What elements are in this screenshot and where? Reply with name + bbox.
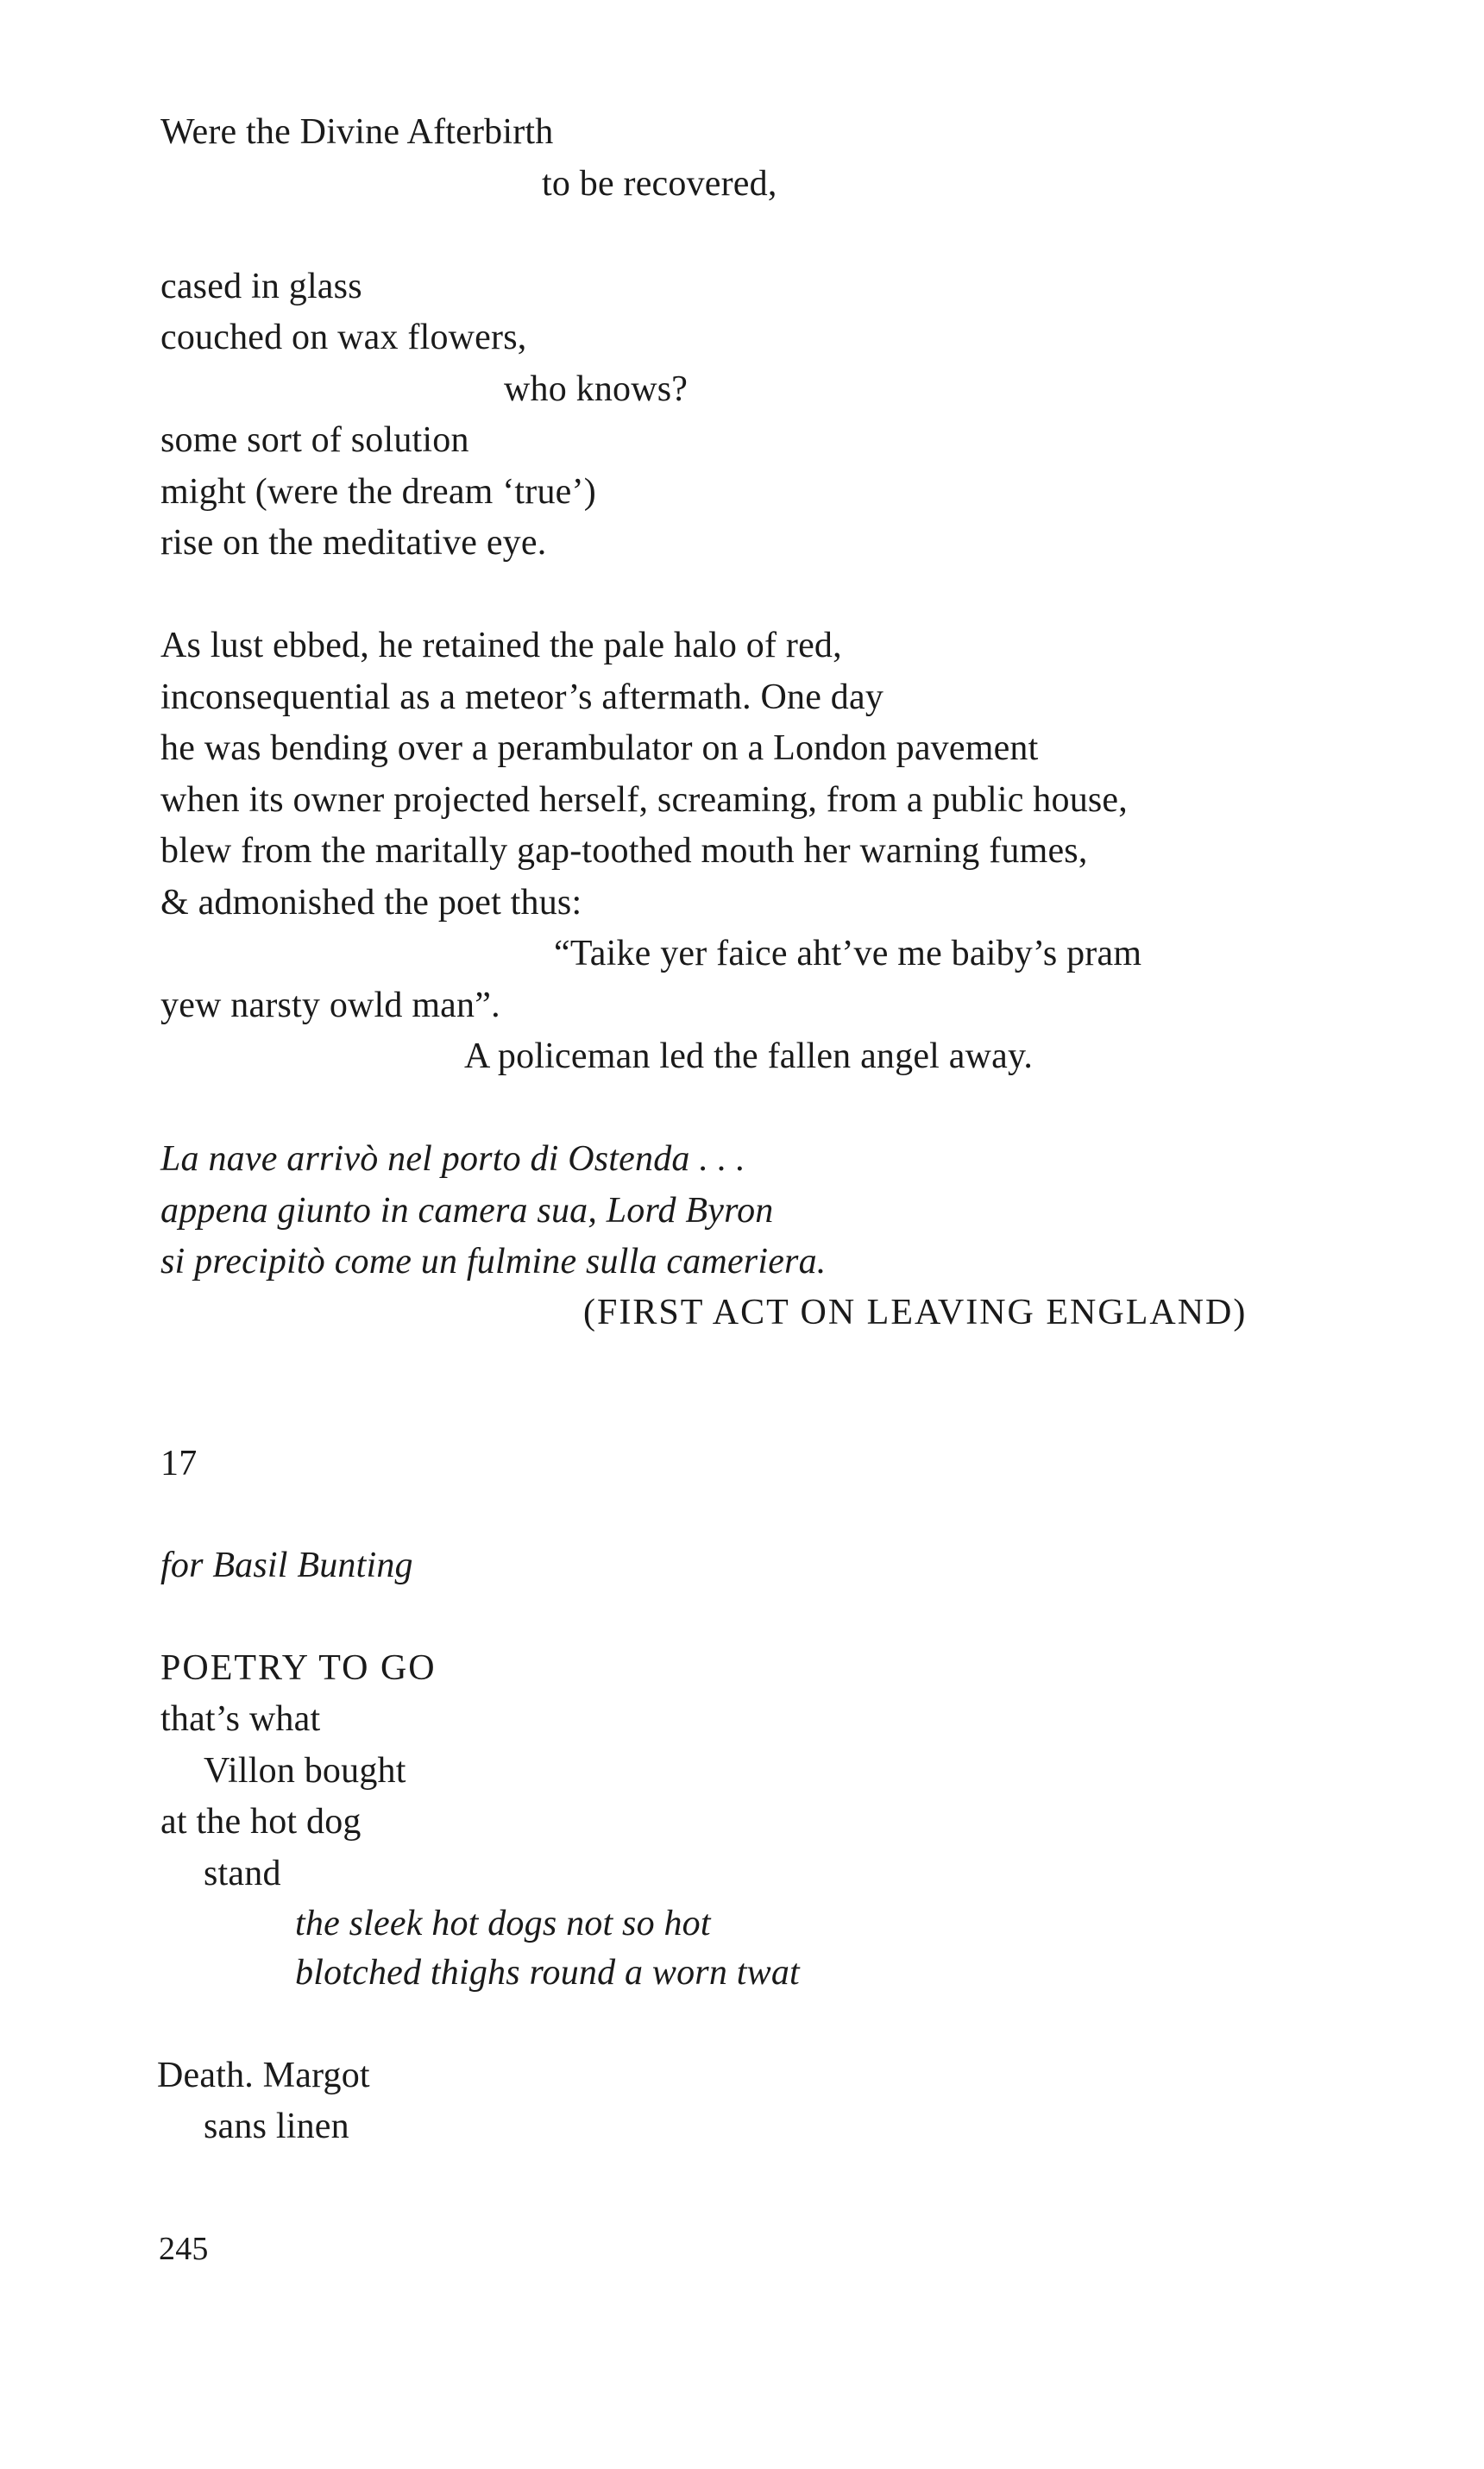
poem-line: the sleek hot dogs not so hot [295,1904,711,1943]
page-number: 245 [159,2231,209,2267]
poem-line: might (were the dream ‘true’) [160,472,596,512]
poem-line: couched on wax flowers, [160,318,527,357]
quotation-line: La nave arrivò nel porto di Ostenda . . . [160,1139,745,1179]
poem-line: stand [204,1854,281,1893]
poem-dedication: for Basil Bunting [160,1546,413,1585]
poem-line: Death. Margot [157,2056,370,2095]
poem-line: when its owner projected herself, screaming, from a public house, [160,780,1128,820]
quotation-line: appena giunto in camera sua, Lord Byron [160,1191,774,1231]
poem-line: at the hot dog [160,1802,362,1842]
poem-line: blotched thighs round a worn twat [295,1953,800,1993]
poem-line: that’s what [160,1699,321,1739]
poem-line: sans linen [204,2107,349,2146]
poem-line: POETRY TO GO [160,1648,437,1688]
poem-number: 17 [160,1444,198,1483]
poem-line: rise on the meditative eye. [160,523,547,563]
poem-line: Villon bought [204,1751,406,1791]
poem-line: to be recovered, [542,164,777,204]
poem-line: inconsequential as a meteor’s aftermath. One day [160,677,884,717]
poem-line: blew from the maritally gap-toothed mouth her warning fumes, [160,831,1088,871]
quotation-attribution: (FIRST ACT ON LEAVING ENGLAND) [583,1293,1248,1332]
poem-line: yew narsty owld man”. [160,986,500,1025]
poem-line: “Taike yer faice aht’ve me baiby’s pram [554,934,1142,973]
poem-line: & admonished the poet thus: [160,883,582,923]
poem-line: who knows? [504,369,689,409]
poem-line: As lust ebbed, he retained the pale halo of red, [160,626,842,665]
poem-line: A policeman led the fallen angel away. [464,1036,1034,1076]
poem-line: cased in glass [160,267,362,306]
quotation-line: si precipitò come un fulmine sulla cameriera. [160,1242,827,1282]
poem-line: he was bending over a perambulator on a London pavement [160,728,1039,768]
poem-line: Were the Divine Afterbirth [160,112,554,152]
poem-line: some sort of solution [160,420,469,460]
